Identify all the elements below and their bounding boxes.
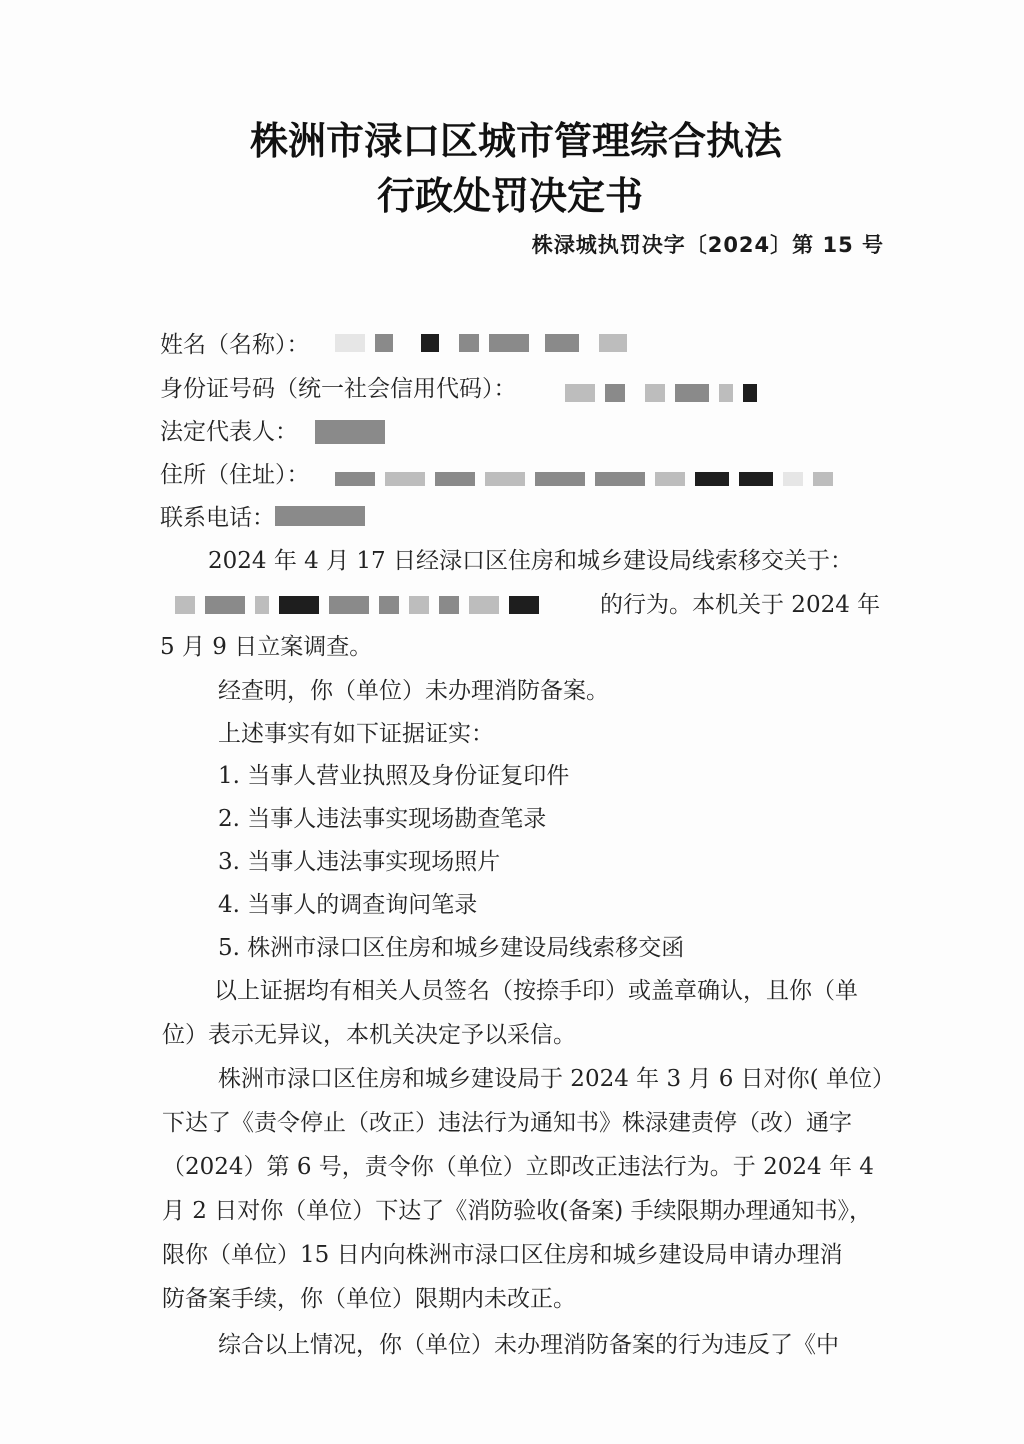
document-title: 株洲市渌口区城市管理综合执法 xyxy=(249,119,782,163)
paragraph-3: 上述事实有如下证据证实： xyxy=(218,721,494,747)
paragraph-5-line-3: （2024）第 6 号，责令你（单位）立即改正违法行为。于 2024 年 4 xyxy=(162,1154,874,1180)
redacted-phone xyxy=(275,506,365,526)
paragraph-4-line-1: 以上证据均有相关人员签名（按捺手印）或盖章确认，且你（单 xyxy=(214,978,858,1004)
evidence-item-3: 3. 当事人违法事实现场照片 xyxy=(218,849,501,875)
evidence-item-5: 5. 株洲市渌口区住房和城乡建设局线索移交函 xyxy=(218,935,685,961)
redacted-address xyxy=(335,472,833,486)
paragraph-2: 经查明，你（单位）未办理消防备案。 xyxy=(218,678,609,704)
document-number: 株渌城执罚决字〔2024〕第 15 号 xyxy=(531,233,884,257)
redacted-behavior xyxy=(175,596,539,614)
paragraph-5-line-5: 限你（单位）15 日内向株洲市渌口区住房和城乡建设局申请办理消 xyxy=(162,1242,843,1268)
redacted-legal-rep xyxy=(315,420,385,444)
redacted-id xyxy=(565,384,757,402)
evidence-item-2: 2. 当事人违法事实现场勘查笔录 xyxy=(218,806,547,832)
id-label: 身份证号码（统一社会信用代码）： xyxy=(160,376,517,402)
paragraph-1-line-3: 5 月 9 日立案调查。 xyxy=(160,634,373,660)
address-label: 住所（住址）： xyxy=(160,462,310,488)
paragraph-5-line-2: 下达了《责令停止（改正）违法行为通知书》株渌建责停（改）通字 xyxy=(162,1110,852,1136)
paragraph-5-line-1: 株洲市渌口区住房和城乡建设局于 2024 年 3 月 6 日对你( 单位） xyxy=(218,1066,895,1092)
redacted-name xyxy=(335,334,627,352)
name-label: 姓名（名称）： xyxy=(160,332,310,358)
legal-rep-label: 法定代表人： xyxy=(160,419,298,445)
paragraph-6-line-1: 综合以上情况，你（单位）未办理消防备案的行为违反了《中 xyxy=(218,1332,839,1358)
document-subtitle: 行政处罚决定书 xyxy=(376,174,643,218)
paragraph-4-line-2: 位）表示无异议，本机关决定予以采信。 xyxy=(162,1022,576,1048)
paragraph-5-line-4: 月 2 日对你（单位）下达了《消防验收(备案) 手续限期办理通知书》， xyxy=(162,1198,873,1224)
phone-label: 联系电话： xyxy=(160,505,275,531)
paragraph-5-line-6: 防备案手续，你（单位）限期内未改正。 xyxy=(162,1286,576,1312)
evidence-item-4: 4. 当事人的调查询问笔录 xyxy=(218,892,478,918)
paragraph-1-line-2: 的行为。本机关于 2024 年 xyxy=(600,592,881,618)
paragraph-1-line-1: 2024 年 4 月 17 日经渌口区住房和城乡建设局线索移交关于： xyxy=(208,548,853,574)
evidence-item-1: 1. 当事人营业执照及身份证复印件 xyxy=(218,763,570,789)
